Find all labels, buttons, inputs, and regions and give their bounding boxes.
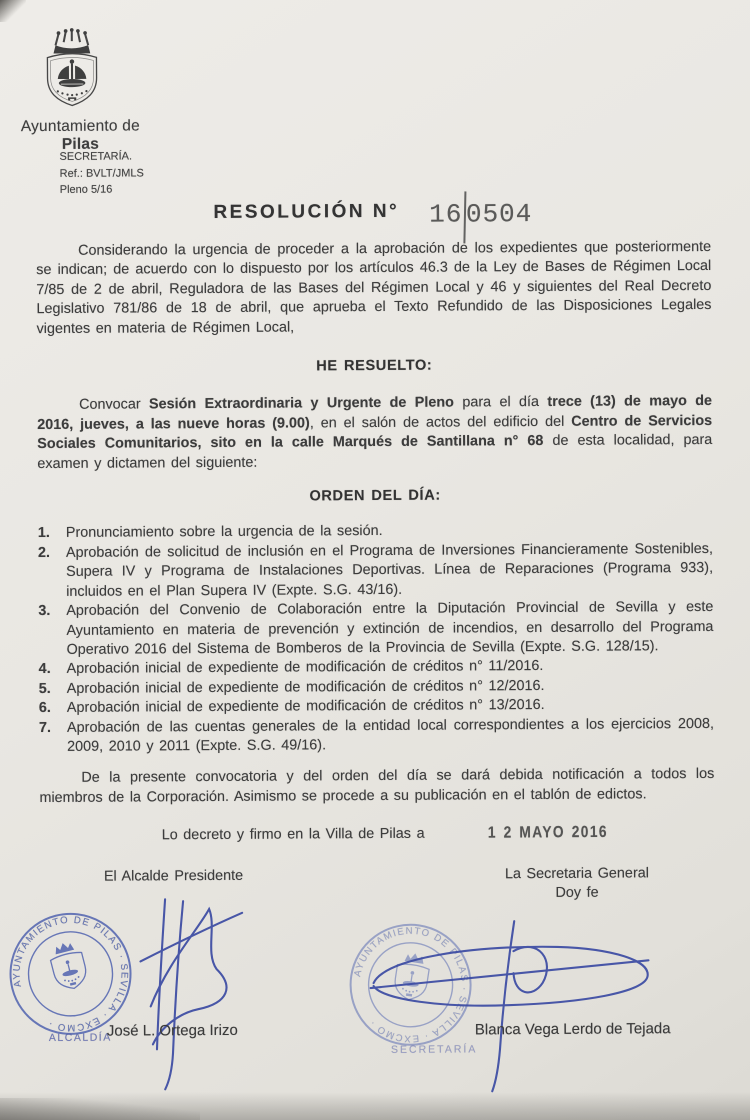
- ref-label: Ref.: BVLT/JMLS: [59, 166, 144, 180]
- pilas-coat-of-arms-icon: [25, 26, 120, 121]
- scan-shadow-bottom-left: [0, 1098, 200, 1120]
- org-name-prefix: Ayuntamiento de: [20, 117, 140, 136]
- resolution-number-stamp: [429, 188, 532, 241]
- agenda-item-text: Pronunciamiento sobre la urgencia de la sesión.: [65, 523, 383, 542]
- agenda-item-text: Aprobación de solicitud de inclusión en el Programa de Inversiones Financieramente Sostenibles, Supera IV y Programa de Instalaciones Deportivas. Línea de Reparaciones (Programa 933), incluidos en el Plan Supera IV (Expte. S.G. 43/16).: [65, 540, 714, 600]
- agenda-item-3: [38, 598, 714, 660]
- secretaria-seal-icon: [342, 916, 479, 1053]
- decree-text: Lo decreto y firmo en la Villa de Pilas a: [161, 825, 425, 844]
- secretaria-title: La Secretaria General: [504, 864, 649, 882]
- convocar-segment-bold: trece (13) de mayo de 2016, jueves, a las nueve horas (9.00): [37, 393, 713, 433]
- resolution-title: RESOLUCIÓN N°: [213, 200, 400, 223]
- agenda-item-2: [37, 540, 714, 602]
- convocar-segment: de esta localidad, para examen y dictamen del siguiente:: [37, 432, 713, 472]
- secretaria-name: Blanca Vega Lerdo de Tejada: [474, 1020, 671, 1039]
- agenda-item-7: [38, 714, 715, 757]
- seal-ring-text: AYUNTAMIENTO DE PILAS · SEVILLA · EXCMO ·: [11, 914, 130, 1033]
- alcaldia-seal-caption: ALCALDÍA: [48, 1031, 112, 1045]
- session-label: Pleno 5/16: [59, 183, 113, 196]
- heading-he-resuelto: HE RESUELTO:: [316, 357, 433, 375]
- agenda-item-text: Aprobación inicial de expediente de modificación de créditos n° 13/2016.: [66, 697, 545, 717]
- heading-orden-del-dia: ORDEN DEL DÍA:: [309, 487, 441, 505]
- paragraph-notificacion: De la presente convocatoria y del orden del día se dará debida notificación a todos los miembros de la Corporación. Asimismo se procede a su publicación en el tablón de edictos.: [39, 766, 715, 806]
- signature-title-secretaria: [505, 864, 649, 904]
- agenda-item-number: 2.: [37, 544, 51, 561]
- agenda-list: [38, 520, 714, 757]
- stamp-number-left: 16: [429, 199, 463, 230]
- alcalde-name: José L. Ortega Irizo: [106, 1021, 238, 1040]
- convocar-segment-bold: Centro de Servicios Sociales Comunitarios, sito en la calle Marqués de Santillana n° 68: [37, 412, 713, 453]
- svg-text:AYUNTAMIENTO DE PILAS · SEVILL: [343, 918, 478, 1053]
- agenda-item-number: 1.: [37, 525, 50, 542]
- paragraph-considerando: Considerando la urgencia de proceder a la aprobación de los expedientes que posteriormente se indican; de acuerdo con lo dispuesto por los artículos 46.3 de la Ley de Bases de Régimen Local 7/85 de 2 de abril, Reguladora de las Bases del Régimen Local y 46 y siguientes del Real Decreto Legislativo 781/86 de 18 de abril, que aprueba el Texto Refundido de las Disposiciones Legales vigentes en materia de Régimen Local,: [36, 238, 712, 337]
- dept-label: SECRETARÍA.: [59, 150, 133, 163]
- alcalde-signature-icon: [140, 899, 243, 1090]
- agenda-item-number: 5.: [38, 680, 51, 697]
- convocar-segment: , en el salón de actos del edificio del: [309, 413, 572, 432]
- agenda-item-text: Aprobación de las cuentas generales de la entidad local correspondientes a los ejercicios 2008, 2009, 2010 y 2011 (Expte. S.G. 49/16).: [66, 715, 715, 755]
- convocar-segment: para el día: [453, 394, 548, 411]
- signature-title-alcalde: El Alcalde Presidente: [103, 867, 244, 885]
- decree-line: [40, 822, 715, 847]
- agenda-item-text: Aprobación del Convenio de Colaboración entre la Diputación Provincial de Sevilla y este Ayuntamiento en materia de prevención y extinción de incendios, en desarrollo del Programa Operativo 2016 del Sistema de Bomberos de la Provincia de Sevilla (Expte. S.G. 128/15).: [66, 599, 714, 658]
- reference-block: [59, 148, 143, 198]
- convocar-segment-bold: Sesión Extraordinaria y Urgente de Pleno: [148, 394, 454, 413]
- date-stamp: 1 2 MAYO 2016: [487, 823, 608, 843]
- signature-titles-row: [40, 863, 715, 906]
- secretaria-seal-caption: SECRETARÍA: [390, 1043, 478, 1056]
- agenda-item-number: 3.: [38, 603, 51, 620]
- document-body: [36, 238, 715, 907]
- secretaria-signature-icon: [370, 920, 649, 1092]
- agenda-item-text: Aprobación inicial de expediente de modificación de créditos n° 11/2016.: [66, 658, 544, 678]
- stamp-number-right: 0504: [465, 199, 533, 230]
- agenda-item-number: 7.: [38, 719, 52, 736]
- agenda-item-number: 6.: [38, 700, 51, 717]
- agenda-item-number: 4.: [38, 661, 51, 678]
- org-name-bold: Pilas: [61, 135, 100, 153]
- paragraph-convocar: [37, 392, 712, 474]
- agenda-item-text: Aprobación inicial de expediente de modificación de créditos n° 12/2016.: [66, 677, 545, 697]
- seal-ring-text: AYUNTAMIENTO DE PILAS · SEVILLA · EXCMO ·: [352, 925, 470, 1044]
- convocar-segment: Convocar: [79, 396, 150, 414]
- doy-fe-label: Doy fe: [555, 884, 599, 901]
- stamp-divider-line: [463, 191, 466, 243]
